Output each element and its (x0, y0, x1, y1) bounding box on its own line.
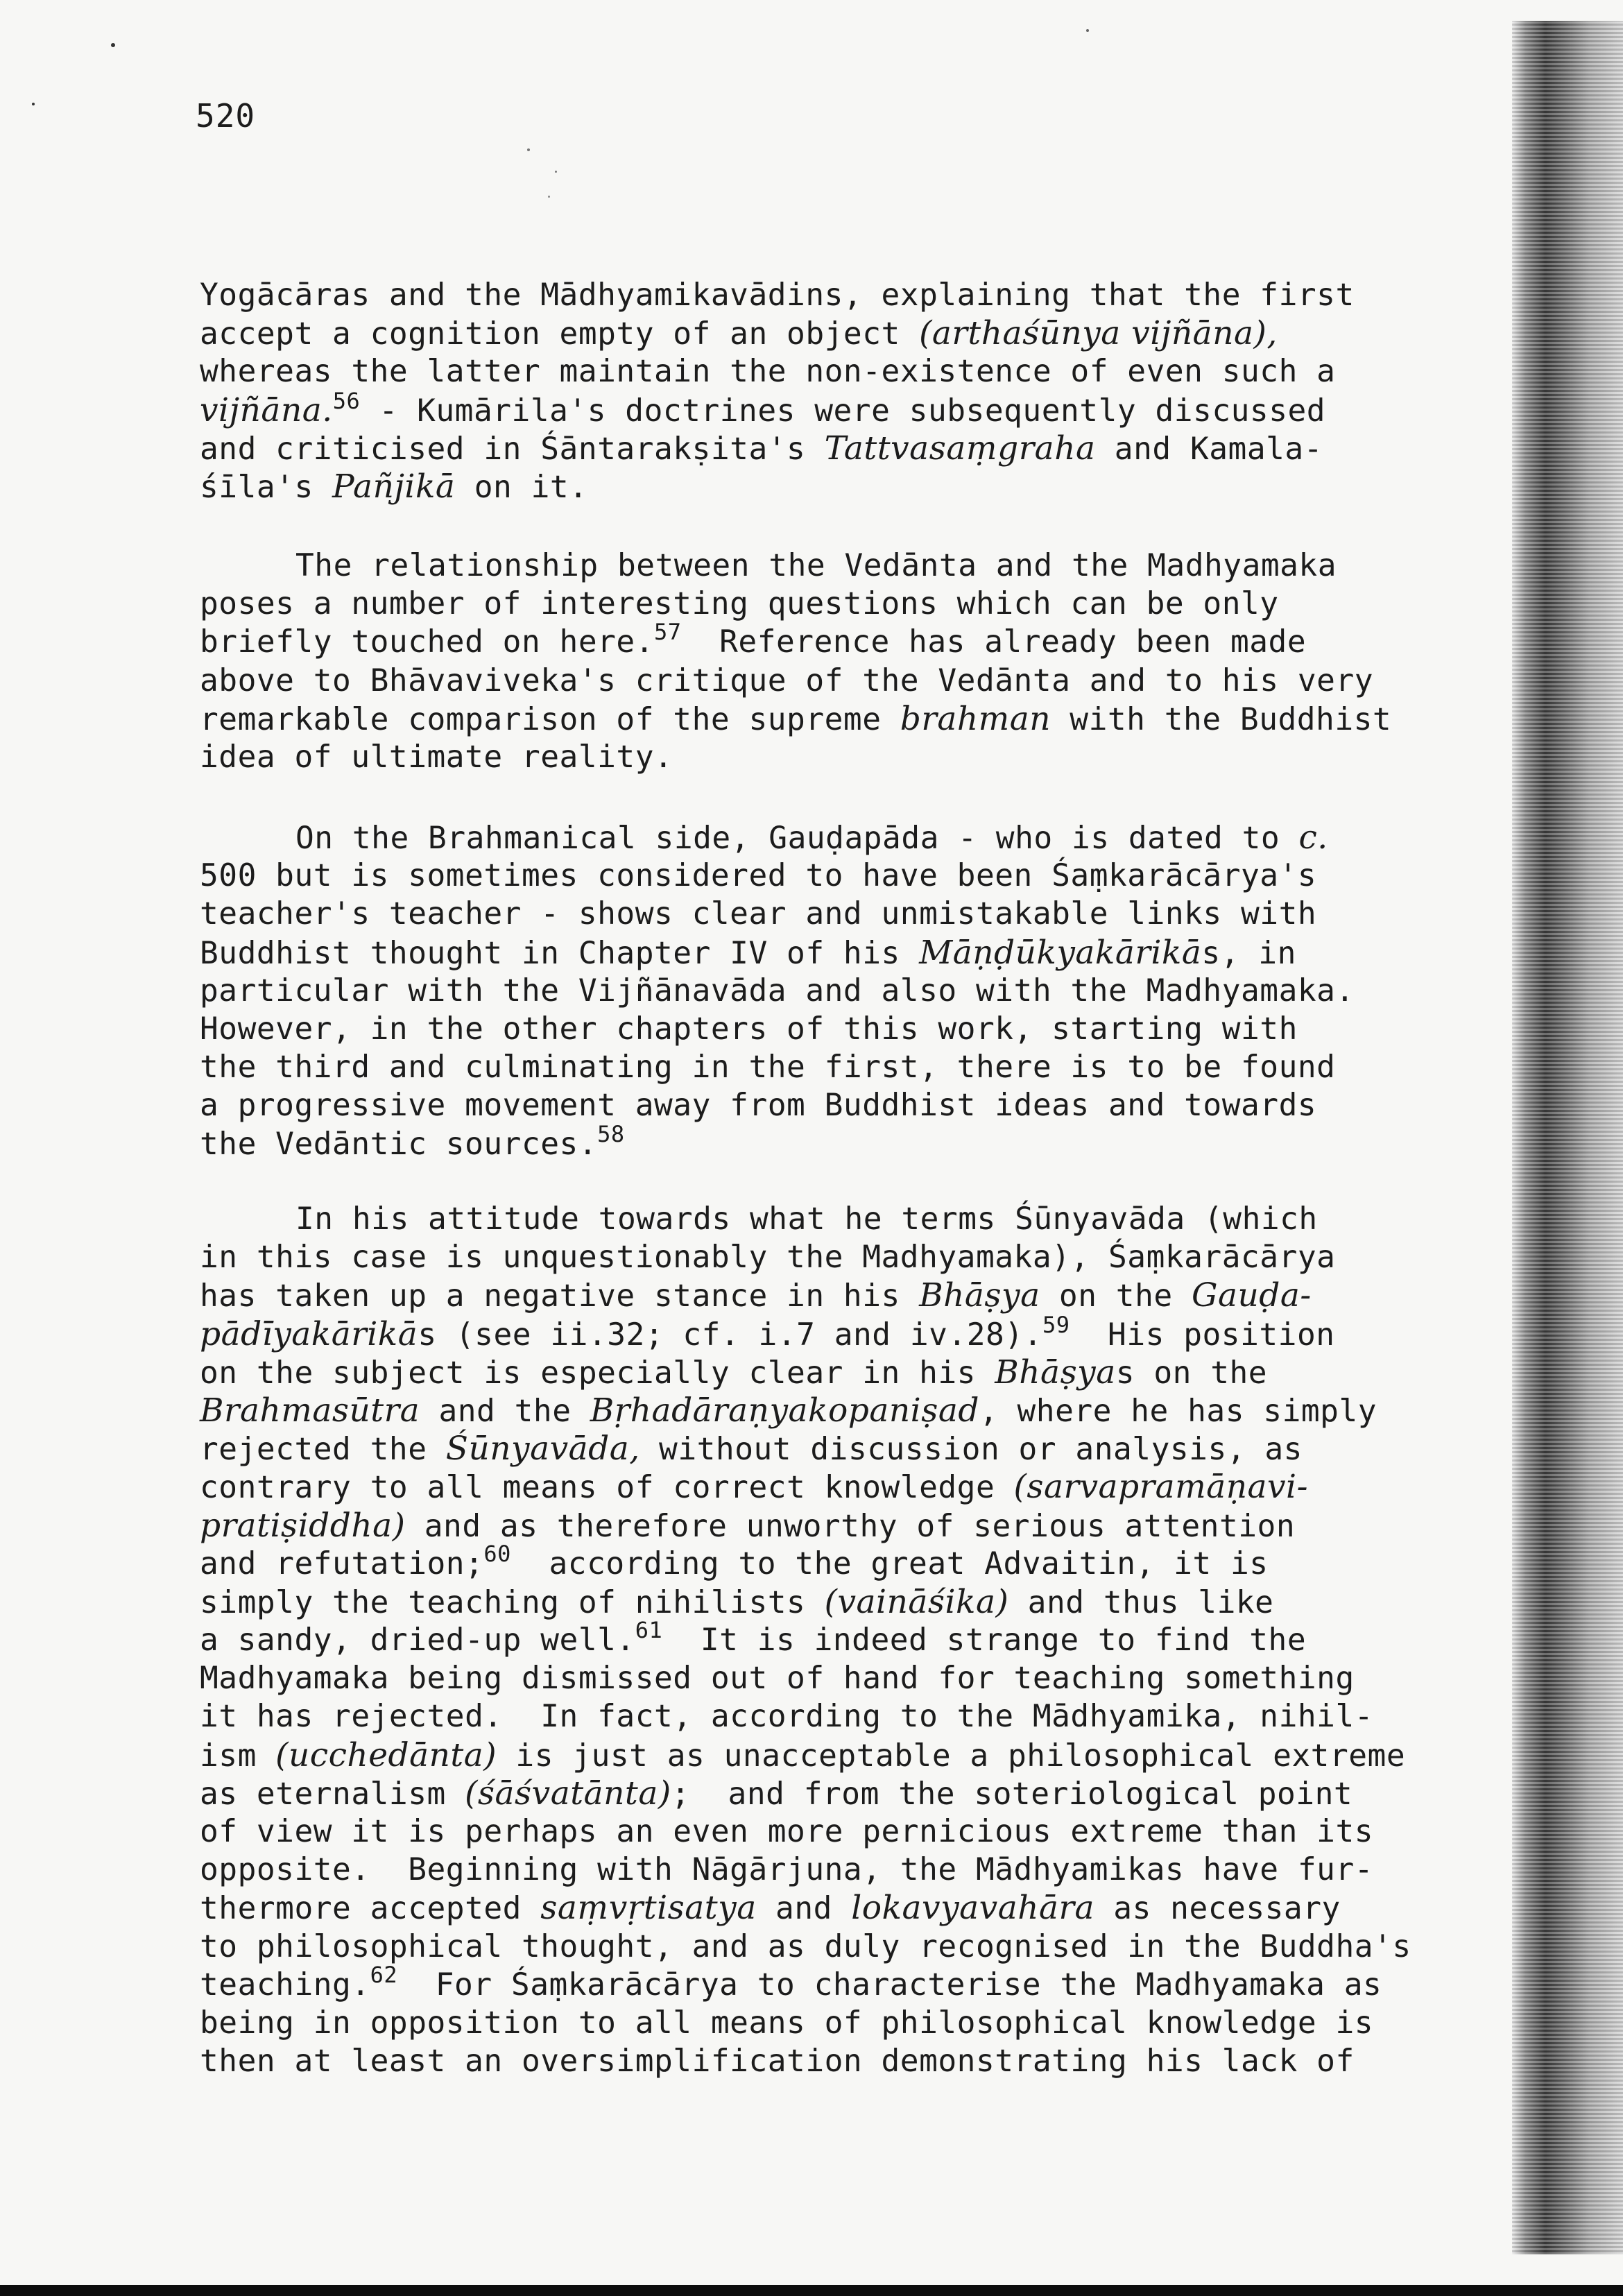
italic-term: saṃvṛtisatya (540, 1889, 757, 1928)
text-line (200, 1353, 1448, 1391)
italic-term: c. (1298, 819, 1328, 857)
text-line (200, 1851, 1448, 1889)
text-run: on it. (455, 469, 588, 505)
text-run: in this case is unquestionably the Madhyamaka), Śaṃkarācārya (200, 1240, 1336, 1276)
text-line (200, 1120, 1448, 1163)
text-line (200, 857, 1448, 895)
text-run: idea of ultimate reality. (200, 739, 673, 775)
text-line (200, 2004, 1448, 2042)
paragraph-2 (200, 547, 1448, 776)
text-line (200, 1048, 1448, 1086)
text-line (200, 1391, 1448, 1430)
text-run: Yogācāras and the Mādhyamikavādins, explaining that the first (200, 277, 1355, 313)
text-line (200, 429, 1448, 468)
italic-term: (śāśvatānta) (465, 1774, 671, 1813)
italic-term: pratiṣiddha) (200, 1506, 406, 1545)
italic-term: pādīyakārikā (200, 1314, 418, 1353)
text-line (200, 1617, 1448, 1659)
footnote-ref: 56 (332, 387, 361, 414)
text-run: with the Buddhist (1050, 701, 1392, 737)
text-line (200, 972, 1448, 1010)
italic-term: Brahmasūtra (200, 1391, 420, 1430)
text-line (200, 468, 1448, 506)
italic-term: Gauḍa- (1191, 1276, 1312, 1315)
italic-term: lokavyavahāra (851, 1889, 1095, 1928)
text-run: above to Bhāvaviveka's critique of the Vedānta and to his very (200, 662, 1374, 699)
text-run: teaching. (200, 1967, 370, 2003)
scan-speck (527, 148, 530, 151)
text-line (200, 1010, 1448, 1048)
text-run: is just as unacceptable a philosophical extreme (497, 1738, 1406, 1774)
text-run: - Kumārila's doctrines were subsequently discussed (360, 393, 1326, 429)
text-run: Reference has already been made (681, 624, 1307, 660)
text-line (200, 352, 1448, 391)
text-run: and as therefore unworthy of serious attention (405, 1508, 1296, 1544)
italic-term: Bṛhadāraṇyakopaniṣad (590, 1391, 979, 1430)
footnote-ref: 61 (635, 1617, 663, 1644)
text-line (200, 1774, 1448, 1813)
text-run: as necessary (1094, 1891, 1341, 1927)
text-run: For Śaṃkarācārya to characterise the Madhyamaka as (397, 1967, 1382, 2003)
italic-term: vijñāna. (200, 391, 333, 429)
text-run: On the Brahmanical side, Gauḍapāda - who is dated to (295, 821, 1299, 856)
italic-term: (ucchedānta) (275, 1736, 497, 1774)
text-run: It is indeed strange to find the (662, 1622, 1307, 1659)
text-line (200, 1200, 1448, 1238)
text-run: particular with the Vijñānavāda and also with the Madhyamaka. (200, 973, 1355, 1009)
text-run: according to the great Advaitin, it is (510, 1545, 1269, 1582)
paragraph-3 (200, 819, 1448, 1163)
text-line (200, 276, 1448, 314)
text-run: the third and culminating in the first, there is to be found (200, 1050, 1336, 1086)
text-line (200, 1659, 1448, 1697)
text-run: to philosophical thought, and as duly recognised in the Buddha's (200, 1928, 1411, 1964)
scan-speck (111, 43, 115, 47)
paragraph-4 (200, 1200, 1448, 2080)
text-run: opposite. Beginning with Nāgārjuna, the Mādhyamikas have fur- (200, 1852, 1374, 1888)
page-binding-texture (1512, 21, 1623, 2254)
scan-speck (555, 171, 557, 173)
paragraph-1 (200, 276, 1448, 506)
text-run: has taken up a negative stance in his (200, 1278, 920, 1314)
text-line (200, 738, 1448, 776)
text-run: thermore accepted (200, 1891, 541, 1927)
scan-speck (548, 196, 550, 198)
text-line (200, 387, 1448, 429)
italic-term: Śūnyavāda, (445, 1430, 640, 1468)
scan-speck (1086, 29, 1089, 32)
text-line (200, 819, 1448, 857)
text-run: without discussion or analysis, as (639, 1432, 1303, 1468)
text-line (200, 1813, 1448, 1851)
text-run: s on the (1115, 1355, 1268, 1391)
footnote-ref: 59 (1042, 1311, 1070, 1338)
text-run: , where he has simply (979, 1393, 1377, 1429)
text-run: it has rejected. In fact, according to the Mādhyamika, nihil- (200, 1699, 1374, 1735)
text-run: accept a cognition empty of an object (200, 316, 920, 352)
page-number: 520 (196, 97, 256, 135)
text-run: of view it is perhaps an even more pernicious extreme than its (200, 1814, 1374, 1849)
text-run: śīla's (200, 469, 333, 505)
text-line (200, 895, 1448, 933)
italic-term: Pañjikā (332, 467, 456, 506)
text-line (200, 1736, 1448, 1774)
text-line (200, 1507, 1448, 1545)
text-line (200, 1430, 1448, 1468)
text-line (200, 700, 1448, 738)
footnote-ref: 58 (597, 1120, 625, 1147)
text-line (200, 1697, 1448, 1736)
italic-term: Māṇḍūkyakārikā (919, 933, 1202, 972)
text-run: s (see ii.32; cf. i.7 and iv.28). (418, 1317, 1042, 1353)
text-run: remarkable comparison of the supreme (200, 701, 900, 737)
italic-term: Bhāṣya (995, 1353, 1116, 1391)
text-run: s, in (1201, 935, 1296, 971)
text-run: contrary to all means of correct knowledge (200, 1470, 1014, 1506)
footnote-ref: 62 (370, 1961, 398, 1988)
text-run: and Kamala- (1095, 431, 1323, 467)
text-run: Buddhist thought in Chapter IV of his (200, 935, 920, 971)
text-run: In his attitude towards what he terms Śūnyavāda (which (295, 1201, 1318, 1237)
text-run: then at least an oversimplification demonstrating his lack of (200, 2044, 1355, 2080)
text-run: His position (1070, 1317, 1335, 1353)
text-line (200, 619, 1448, 661)
italic-term: (sarvapramāṇavi- (1013, 1468, 1308, 1507)
text-run: and thus like (1008, 1584, 1274, 1620)
text-line (200, 314, 1448, 352)
text-line (200, 1238, 1448, 1276)
text-line (200, 1889, 1448, 1927)
text-run: The relationship between the Vedānta and the Madhyamaka (295, 548, 1337, 583)
text-line (200, 1961, 1448, 2004)
text-line (200, 1583, 1448, 1621)
text-run: being in opposition to all means of philosophical knowledge is (200, 2005, 1374, 2041)
text-run: a progressive movement away from Buddhist ideas and towards (200, 1088, 1317, 1124)
text-run: poses a number of interesting questions which can be only (200, 586, 1279, 622)
text-run: simply the teaching of nihilists (200, 1584, 825, 1620)
text-run: Madhyamaka being dismissed out of hand for teaching something (200, 1661, 1355, 1697)
italic-term: Bhāṣya (919, 1276, 1040, 1315)
text-run: on the subject is especially clear in his (200, 1355, 995, 1391)
text-line (200, 547, 1448, 585)
scan-speck (32, 103, 35, 105)
text-run: a sandy, dried-up well. (200, 1622, 635, 1659)
italic-term: (arthaśūnya vijñāna), (919, 314, 1278, 353)
text-line (200, 2042, 1448, 2080)
text-line (200, 934, 1448, 972)
text-run: and criticised in Śāntarakṣita's (200, 431, 825, 467)
text-run: rejected the (200, 1432, 446, 1468)
scan-bottom-edge (0, 2285, 1623, 2296)
text-run: and the (420, 1393, 590, 1429)
text-line (200, 1086, 1448, 1124)
footnote-ref: 57 (654, 619, 682, 646)
text-run: 500 but is sometimes considered to have been Śaṃkarācārya's (200, 858, 1317, 894)
text-run: and refutation; (200, 1545, 484, 1582)
text-line (200, 1276, 1448, 1314)
text-line (200, 1540, 1448, 1583)
text-run: as eternalism (200, 1776, 465, 1812)
text-line (200, 1928, 1448, 1966)
italic-term: brahman (900, 699, 1051, 738)
text-line (200, 1311, 1448, 1353)
text-run: However, in the other chapters of this work, starting with (200, 1011, 1298, 1047)
text-run: whereas the latter maintain the non-existence of even such a (200, 354, 1336, 390)
text-run: briefly touched on here. (200, 624, 654, 660)
text-run: on the (1040, 1278, 1192, 1314)
text-line (200, 585, 1448, 623)
text-run: ism (200, 1738, 276, 1774)
text-line (200, 662, 1448, 700)
text-run: and (756, 1891, 852, 1927)
italic-term: Tattvasaṃgraha (824, 429, 1096, 468)
text-line (200, 1468, 1448, 1506)
text-run: the Vedāntic sources. (200, 1126, 598, 1162)
text-run: ; and from the soteriological point (671, 1776, 1353, 1812)
footnote-ref: 60 (483, 1540, 511, 1567)
italic-term: (vaināśika) (824, 1582, 1009, 1621)
text-run: teacher's teacher - shows clear and unmistakable links with (200, 896, 1317, 932)
